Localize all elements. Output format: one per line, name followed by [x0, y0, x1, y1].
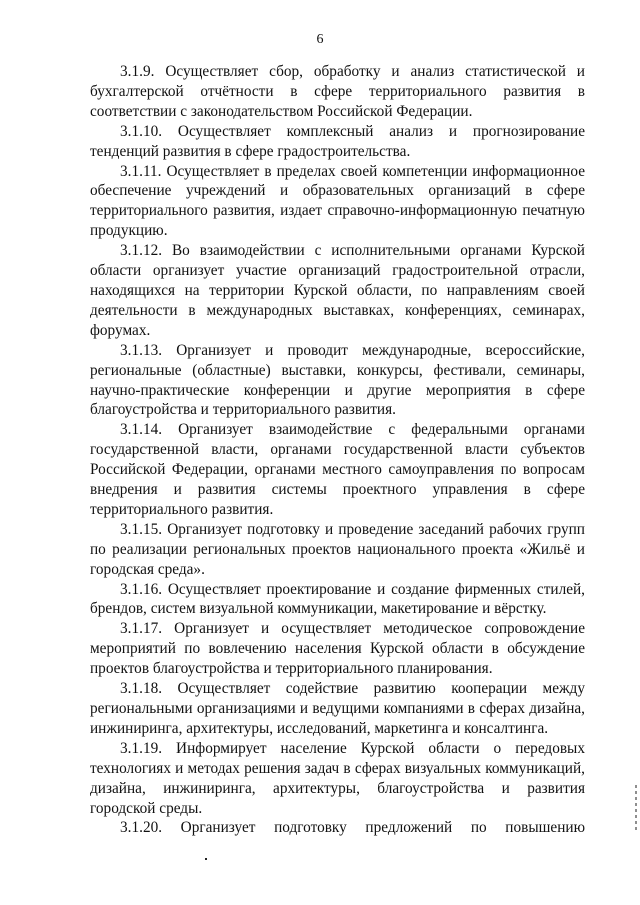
- paragraph-3-1-18: 3.1.18. Осуществляет содействие развитию кооперации между региональными организациями и ведущими компаниями в сферах дизайна, инжиниринга, архитектуры, исследований, маркетинга и консалтинга.: [90, 680, 585, 737]
- scan-speck: [205, 858, 207, 860]
- paragraph-3-1-11: 3.1.11. Осуществляет в пределах своей компетенции информационное обеспечение учреждений и образовательных организаций в сфере территориального развития, издает справочно-информационную печатную продукцию.: [90, 162, 585, 240]
- paragraph-3-1-13: 3.1.13. Организует и проводит международные, всероссийские, региональные (областные) выставки, конкурсы, фестивали, семинары, научно-практические конференции и другие мероприятия в сфере благоустройства и территориального развития.: [90, 341, 585, 419]
- paragraph-3-1-12: 3.1.12. Во взаимодействии с исполнительными органами Курской области организует участие организаций градостроительной отрасли, находящихся на территории Курской области, по направлениям своей деятельности в международных выставках, конференциях, семинарах, форумах.: [90, 242, 585, 339]
- paragraph-3-1-16: 3.1.16. Осуществляет проектирование и создание фирменных стилей, брендов, систем визуальной коммуникации, макетирование и вёрстку.: [90, 580, 585, 618]
- paragraph-3-1-10: 3.1.10. Осуществляет комплексный анализ и прогнозирование тенденций развития в сфере градостроительства.: [90, 122, 585, 160]
- scan-edge-mark: [635, 785, 637, 833]
- paragraph-3-1-17: 3.1.17. Организует и осуществляет методическое сопровождение мероприятий по вовлечению населения Курской области в обсуждение проектов благоустройства и территориального планирования.: [90, 620, 585, 678]
- paragraph-3-1-14: 3.1.14. Организует взаимодействие с федеральными органами государственной власти, органами государственной власти субъектов Российской Федерации, органами местного самоуправления по вопросам внедрения и развития системы проектного управления в сфере территориального развития.: [90, 421, 585, 518]
- paragraph-3-1-20: 3.1.20. Организует подготовку предложений по повышению: [120, 819, 585, 837]
- page-number: 6: [316, 32, 324, 47]
- document-body: [90, 62, 585, 838]
- paragraph-3-1-15: 3.1.15. Организует подготовку и проведение заседаний рабочих групп по реализации региональных проектов национального проекта «Жильё и городская среда».: [90, 520, 585, 578]
- paragraph-3-1-19: 3.1.19. Информирует население Курской области о передовых технологиях и методах решения задач в сферах визуальных коммуникаций, дизайна, инжиниринга, архитектуры, благоустройства и развития городской среды.: [90, 739, 585, 817]
- paragraph-3-1-9: 3.1.9. Осуществляет сбор, обработку и анализ статистической и бухгалтерской отчётности в сфере территориального развития в соответствии с законодательством Российской Федерации.: [90, 63, 585, 120]
